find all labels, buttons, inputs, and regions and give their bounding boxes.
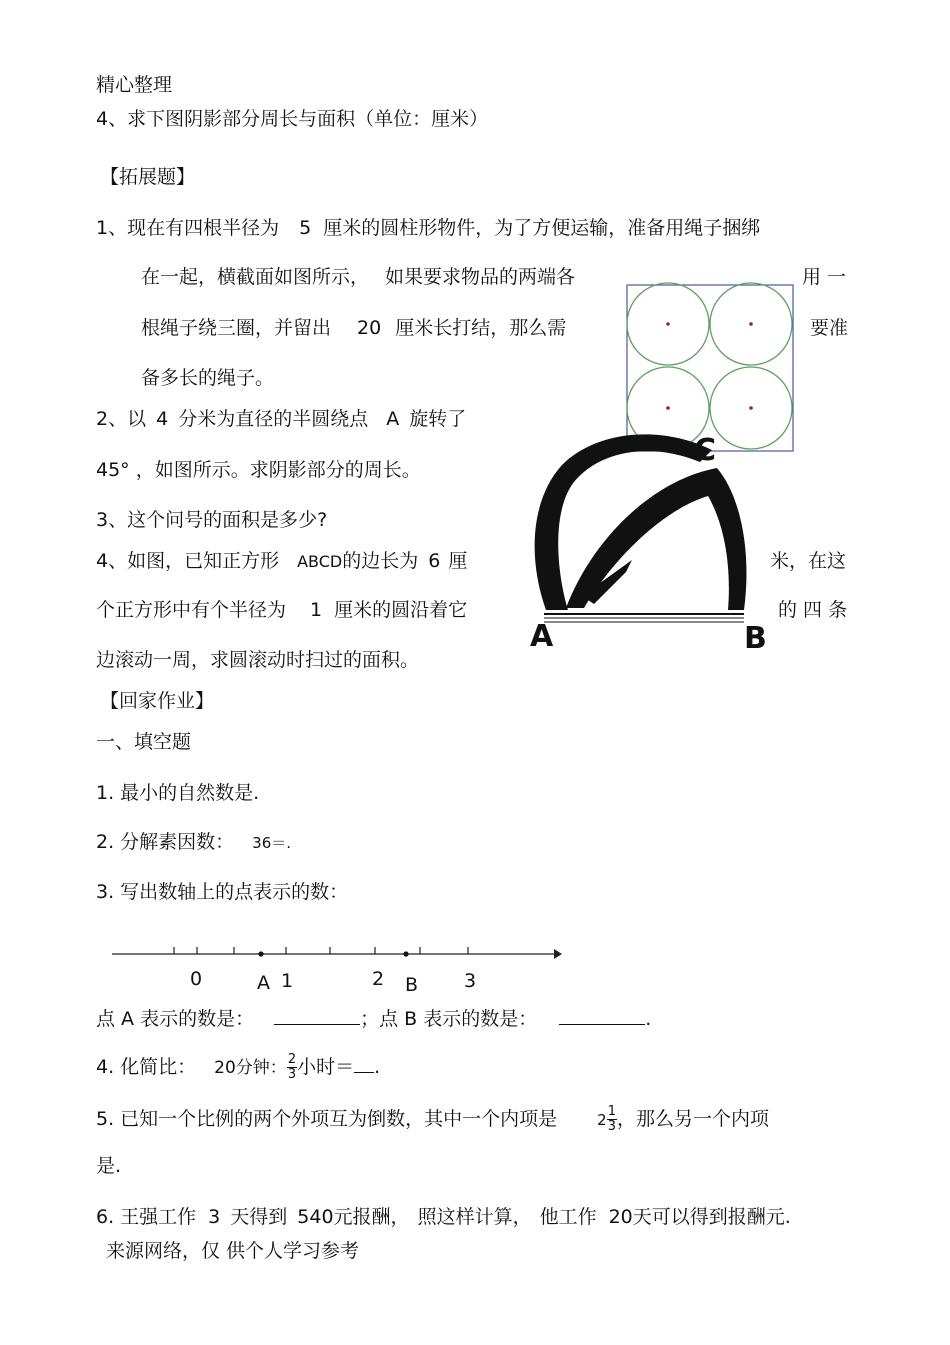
axis-label-a: A (257, 972, 270, 994)
ext1-line3-end: 要准 (810, 317, 849, 339)
ext2-text: ，如图所示。求阴影部分的周长。 (135, 459, 421, 481)
ext1-text: 在一起，横截面如图所示， (141, 266, 370, 288)
hw-q6-text: 他工作 (539, 1206, 597, 1228)
ext1-line2 (141, 268, 575, 287)
axis-label-2: 2 (372, 968, 385, 990)
point-b-marker (403, 951, 408, 956)
hw-q6-text: 6. 王强工作 (96, 1206, 197, 1228)
ext3-line: 3、这个问号的面积是多少? (96, 509, 328, 531)
ext1-radius: 5 (299, 217, 312, 239)
page-header: 精心整理 (96, 74, 173, 96)
number-line (108, 938, 568, 968)
center-dot (749, 322, 753, 326)
ext4-line2-end: 的 四 条 (778, 599, 848, 621)
hw-q5-line2: 是. (96, 1155, 122, 1177)
center-dot (666, 322, 670, 326)
hw-q6-text: 天可以得到报酬元. (632, 1206, 791, 1228)
figure-label-a: A (530, 619, 554, 654)
answer-blank-ratio[interactable] (354, 1072, 374, 1073)
rotated-semicircle-figure (522, 420, 782, 660)
mixed-number-whole: 2 (597, 1111, 607, 1129)
ext2-text: 2、以 (96, 408, 147, 430)
fraction-one-third: $\frac{1}{3}$ (607, 1104, 616, 1134)
axis-label-0: 0 (190, 968, 203, 990)
hw-q6-days2: 20 (608, 1206, 633, 1228)
ext4-line3: 边滚动一周，求圆滚动时扫过的面积。 (96, 649, 420, 671)
hw-q3: 3. 写出数轴上的点表示的数： (96, 881, 349, 903)
ext2-text: 分米为直径的半圆绕点 (178, 408, 369, 430)
hw-q1: 1. 最小的自然数是. (96, 782, 260, 804)
ext4-side-length: 6 (428, 550, 441, 572)
hw-q6-amount: 540 (297, 1206, 334, 1228)
hw-q5-line1 (96, 1097, 769, 1142)
ext4-text: 厘 (448, 550, 468, 572)
ext1-line3 (141, 319, 566, 338)
hw-q5-text: ，那么另一个内项 (617, 1108, 770, 1130)
hw-q6-days: 3 (208, 1206, 221, 1228)
ext1-text: 根绳子绕三圈，并留出 (141, 317, 332, 339)
ext1-line2-end: 用 一 (802, 266, 847, 288)
ext1-text: 1、现在有四根半径为 (96, 217, 280, 239)
hw-q2-text: 2. 分解素因数： (96, 831, 235, 853)
ext4-text: 的边长为 (342, 550, 419, 572)
answer-blank-b[interactable] (559, 1024, 645, 1025)
axis-arrow-icon (554, 949, 562, 959)
hw-q3-text: 点 A 表示的数是： (96, 1008, 255, 1030)
hw-q3-answer (96, 1010, 651, 1029)
hw-q3-text: . (645, 1008, 652, 1030)
fill-blank-subtitle: 一、填空题 (96, 731, 192, 753)
ext4-text: 厘米的圆沿着它 (334, 599, 468, 621)
ext4-text: 4、如图，已知正方形 (96, 550, 280, 572)
ext4-text: 个正方形中有个半径为 (96, 599, 287, 621)
hw-q4 (96, 1045, 380, 1090)
hw-q4-text: 4. 化简比： (96, 1056, 197, 1078)
ext1-text: 厘米长打结，那么需 (395, 317, 567, 339)
point-a-marker (258, 951, 263, 956)
section-homework-title: 【回家作业】 (100, 690, 215, 712)
hw-q5-text: 5. 已知一个比例的两个外项互为倒数，其中一个内项是 (96, 1108, 558, 1130)
ext1-text: 厘米的圆柱形物件，为了方便运输，准备用绳子捆绑 (323, 217, 761, 239)
ext2-angle: 45° (96, 459, 130, 481)
hw-q6-text: 照这样计算， (417, 1206, 532, 1228)
hw-q4-text: 20分钟： (214, 1058, 287, 1078)
answer-blank-a[interactable] (274, 1024, 360, 1025)
figure-label-c: C (694, 433, 717, 468)
hw-q3-text: ；点 B 表示的数是： (360, 1008, 538, 1030)
hw-q2-expression: 36＝. (252, 834, 292, 852)
hw-q4-text: . (374, 1056, 381, 1078)
ext1-line4: 备多长的绳子。 (141, 367, 275, 389)
hw-q6-text: 天得到 (230, 1206, 288, 1228)
ext4-line1 (96, 552, 467, 571)
ext2-line2 (96, 461, 421, 480)
hw-q6 (96, 1208, 791, 1227)
center-dot (666, 406, 670, 410)
ext1-line1 (96, 219, 760, 238)
page-footer: 来源网络，仅 供个人学习参考 (106, 1240, 360, 1262)
axis-label-1: 1 (281, 970, 294, 992)
hw-q6-text: 元报酬， (333, 1206, 410, 1228)
ext4-line1-end: 米，在这 (770, 550, 847, 572)
ext4-radius: 1 (310, 599, 323, 621)
hw-q4-text: 小时＝ (297, 1056, 355, 1078)
figure-label-b: B (744, 621, 767, 656)
ext4-square-name: ABCD (297, 552, 343, 571)
ext1-length: 20 (357, 317, 382, 339)
ext4-line2 (96, 601, 467, 620)
ext2-diameter: 4 (156, 408, 169, 430)
center-dot (749, 406, 753, 410)
axis-label-3: 3 (464, 970, 477, 992)
hw-q2 (96, 833, 291, 852)
ext2-point: A (386, 408, 400, 430)
ext2-line1 (96, 410, 466, 429)
ext2-text: 旋转了 (409, 408, 467, 430)
ext1-text: 如果要求物品的两端各 (385, 266, 576, 288)
axis-label-b: B (405, 974, 419, 996)
fraction-two-thirds: $\frac{2}{3}$ (287, 1052, 297, 1082)
q4-title: 4、求下图阴影部分周长与面积（单位：厘米） (96, 108, 489, 130)
axis-ticks (174, 947, 468, 954)
section-extension-title: 【拓展题】 (100, 166, 196, 188)
